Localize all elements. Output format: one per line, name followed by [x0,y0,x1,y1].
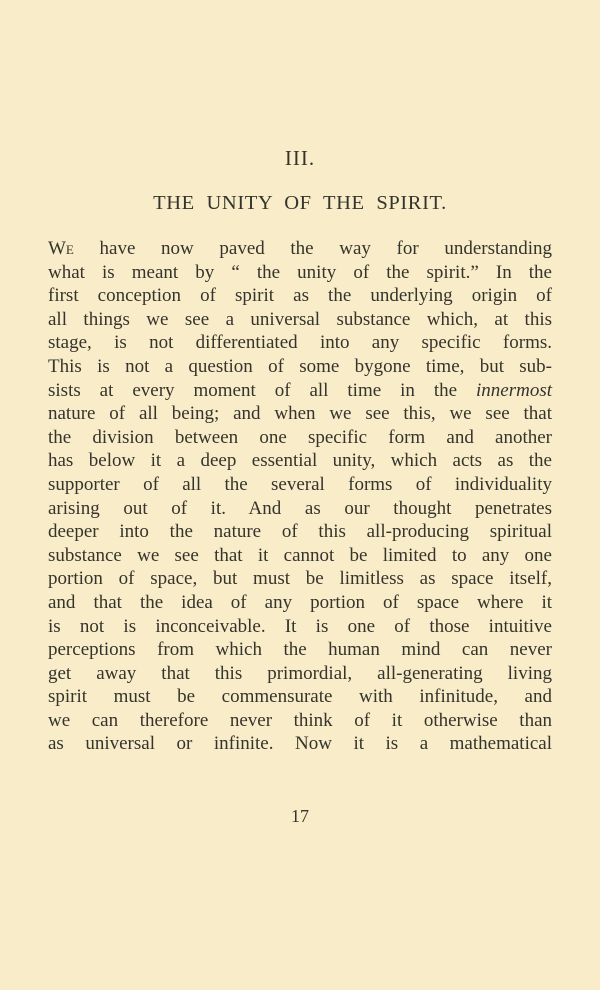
italic-word: innermost [476,379,552,401]
line-text: spirit must be commensurate with infinitude, and [48,686,552,708]
text-line [48,355,552,379]
text-line [48,591,552,615]
text-line [48,261,552,285]
line-text: first conception of spirit as the underlying origin of [48,285,552,307]
text-line [48,237,552,261]
line-text: sists at every moment of all time in the [48,379,476,401]
text-line [48,308,552,332]
line-text: all things we see a universal substance which, at this [48,308,552,330]
line-text: substance we see that it cannot be limited to any one [48,544,552,566]
text-line [48,567,552,591]
line-text: is not is inconceivable. It is one of those intuitive [48,615,552,637]
body-text [48,237,552,756]
line-text: arising out of it. And as our thought penetrates [48,497,552,519]
line-text: supporter of all the several forms of individuality [48,473,552,495]
page-number: 17 [291,806,309,826]
text-line [48,732,552,756]
line-text: have now paved the way for understanding [73,238,552,259]
line-text: as universal or infinite. Now it is a mathematical [48,733,552,755]
text-line [48,402,552,426]
line-text: This is not a question of some bygone time, but sub- [48,355,552,377]
text-line [48,709,552,733]
line-text: we can therefore never think of it otherwise than [48,709,552,731]
chapter-title: THE UNITY OF THE SPIRIT. [153,192,447,214]
line-text: deeper into the nature of this all-producing spiritual [48,521,552,543]
text-line [48,426,552,450]
text-line [48,473,552,497]
line-text: stage, is not differentiated into any specific forms. [48,332,552,354]
text-line [48,615,552,639]
text-line [48,544,552,568]
line-text: what is meant by “ the unity of the spirit.” In the [48,261,552,283]
line-text: get away that this primordial, all-generating living [48,662,552,684]
text-line [48,638,552,662]
drop-word: We [48,238,74,259]
text-line [48,449,552,473]
line-text: and that the idea of any portion of space where it [48,591,552,613]
line-text: has below it a deep essential unity, which acts as the [48,450,552,472]
line-text: perceptions from which the human mind can never [48,639,552,661]
text-line [48,662,552,686]
text-line [48,331,552,355]
chapter-number: III. [284,146,316,170]
text-line [48,379,552,403]
line-text: portion of space, but must be limitless as space itself, [48,568,552,590]
text-line [48,685,552,709]
text-line [48,497,552,521]
line-text: the division between one specific form and another [48,426,552,448]
line-text: nature of all being; and when we see this, we see that [48,403,552,425]
text-line [48,520,552,544]
text-line [48,284,552,308]
